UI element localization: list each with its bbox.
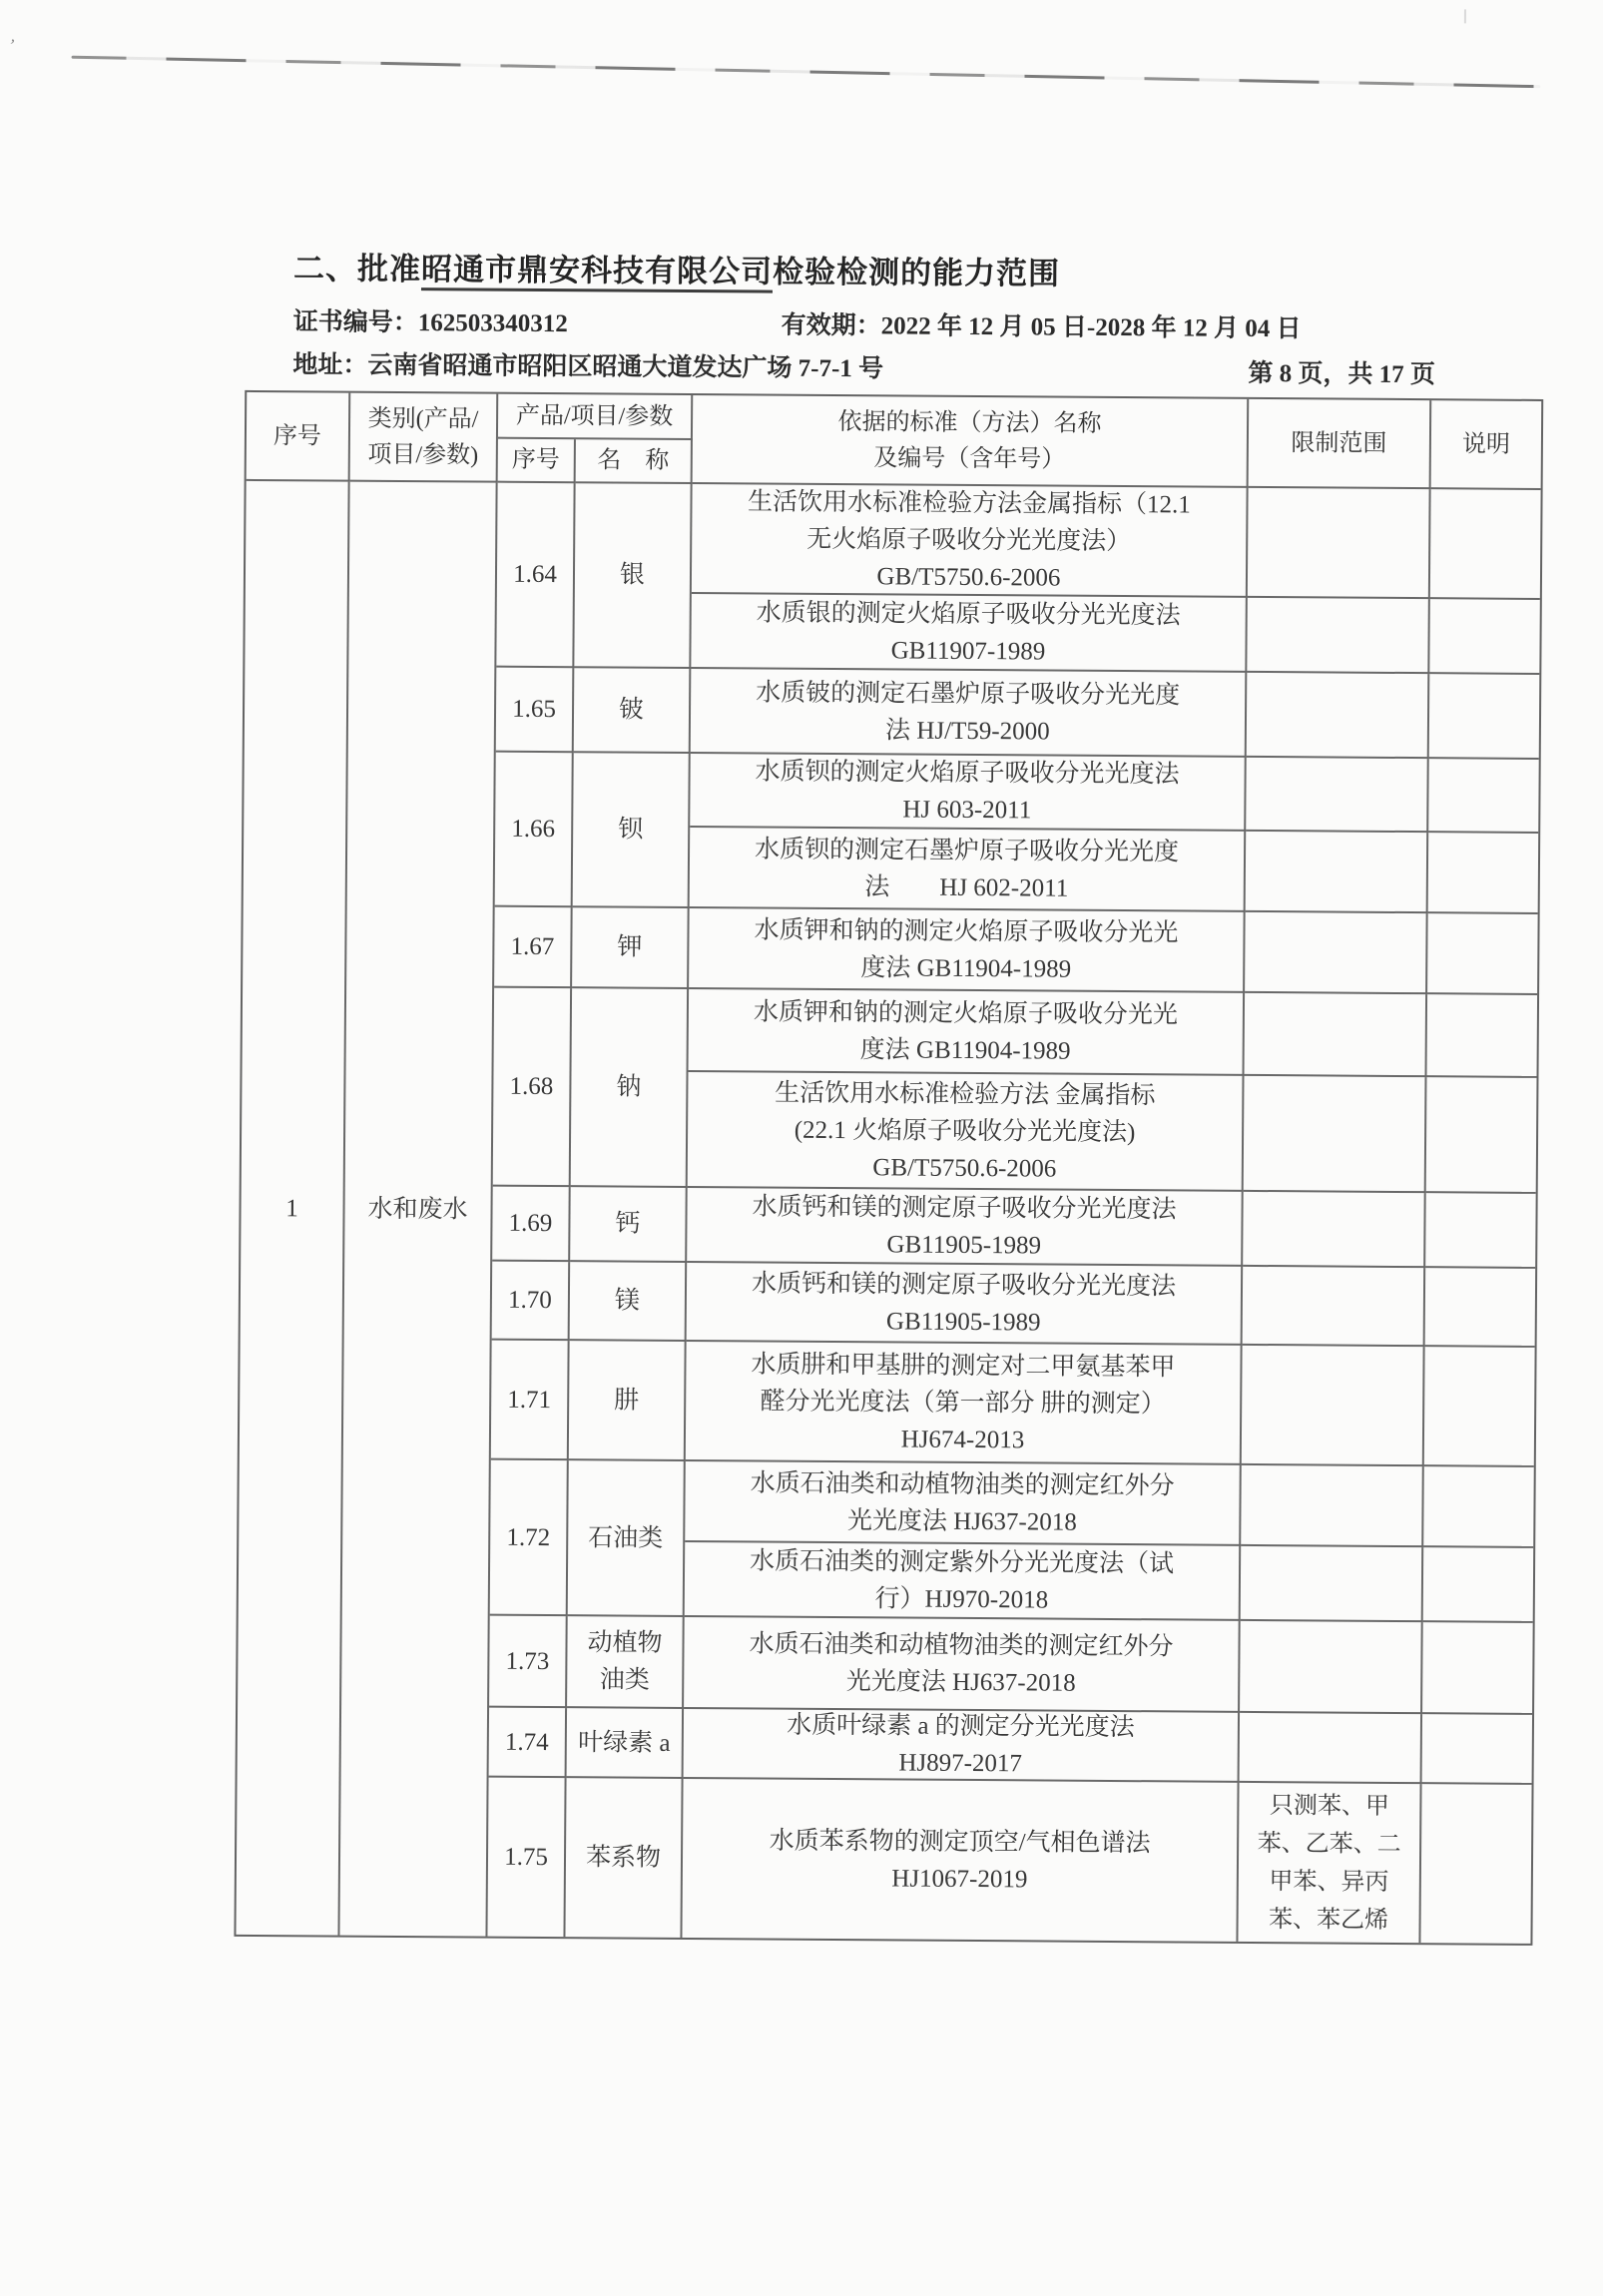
note-cell bbox=[1425, 1268, 1536, 1348]
limit-cell bbox=[1240, 1621, 1423, 1714]
note-cell bbox=[1426, 1077, 1537, 1194]
limit-cell bbox=[1244, 1076, 1427, 1193]
limit-cell bbox=[1248, 488, 1431, 599]
limit-cell bbox=[1245, 993, 1428, 1077]
limit-cell bbox=[1243, 1267, 1426, 1347]
limit-cell bbox=[1247, 598, 1430, 674]
param-name: 钾 bbox=[572, 907, 690, 989]
method-cell: 水质叶绿素 a 的测定分光光度法 HJ897-2017 bbox=[684, 1709, 1240, 1783]
body-category-cell: 水和废水 bbox=[339, 482, 497, 1937]
method-cell: 水质铍的测定石墨炉原子吸收分光光度 法 HJ/T59-2000 bbox=[691, 669, 1248, 758]
limit-cell bbox=[1247, 673, 1430, 759]
param-no: 1.72 bbox=[490, 1460, 569, 1617]
title-suffix: 检验检测的能力范围 bbox=[772, 254, 1061, 291]
note-cell bbox=[1425, 1193, 1536, 1269]
note-cell bbox=[1420, 1784, 1531, 1944]
header-product-group: 产品/项目/参数 bbox=[498, 394, 693, 440]
limit-cell bbox=[1245, 912, 1428, 994]
param-name: 银 bbox=[574, 483, 692, 669]
param-name: 镁 bbox=[570, 1262, 688, 1342]
param-no: 1.70 bbox=[492, 1262, 571, 1342]
param-no: 1.64 bbox=[496, 483, 575, 669]
header-category: 类别(产品/ 项目/参数) bbox=[350, 393, 499, 483]
param-name: 铍 bbox=[574, 668, 692, 754]
limit-cell bbox=[1242, 1346, 1425, 1466]
note-cell bbox=[1423, 1466, 1534, 1548]
method-cell: 水质钡的测定火焰原子吸收分光光度法 HJ 603-2011 bbox=[690, 754, 1247, 832]
limit-cell bbox=[1243, 1192, 1426, 1268]
param-no: 1.67 bbox=[494, 907, 573, 989]
note-cell bbox=[1422, 1622, 1533, 1715]
limit-cell: 只测苯、甲 苯、乙苯、二 甲苯、异丙 苯、苯乙烯 bbox=[1238, 1783, 1421, 1943]
page-indicator: 第 8 页，共 17 页 bbox=[1248, 359, 1436, 389]
method-cell: 水质石油类和动植物油类的测定红外分 光光度法 HJ637-2018 bbox=[685, 1461, 1242, 1546]
document-title bbox=[293, 243, 1060, 292]
scan-fold-artifact bbox=[72, 56, 1541, 89]
method-cell: 水质石油类和动植物油类的测定红外分 光光度法 HJ637-2018 bbox=[684, 1617, 1241, 1713]
method-cell: 水质钡的测定石墨炉原子吸收分光光度 法 HJ 602-2011 bbox=[690, 828, 1247, 912]
note-cell bbox=[1427, 913, 1538, 995]
company-name: 昭通市鼎安科技有限公司 bbox=[421, 252, 773, 292]
limit-cell bbox=[1240, 1713, 1422, 1784]
method-cell: 水质钙和镁的测定原子吸收分光光度法 GB11905-1989 bbox=[687, 1188, 1244, 1267]
title-prefix: 二、批准 bbox=[293, 251, 422, 287]
param-no: 1.73 bbox=[489, 1616, 568, 1709]
method-cell: 水质苯系物的测定顶空/气相色谱法 HJ1067-2019 bbox=[682, 1779, 1239, 1942]
certificate-number: 证书编号：162503340312 bbox=[292, 308, 568, 338]
param-no: 1.71 bbox=[491, 1341, 570, 1461]
header-limit: 限制范围 bbox=[1249, 399, 1432, 489]
param-name: 石油类 bbox=[568, 1460, 686, 1617]
method-cell: 水质钾和钠的测定火焰原子吸收分光光 度法 GB11904-1989 bbox=[689, 989, 1246, 1076]
method-cell: 水质肼和甲基肼的测定对二甲氨基苯甲 醛分光光度法（第一部分 肼的测定） HJ674-2013 bbox=[686, 1342, 1243, 1465]
scan-speck: ’ bbox=[6, 34, 17, 56]
param-no: 1.66 bbox=[495, 753, 574, 908]
note-cell bbox=[1430, 489, 1541, 600]
capability-table bbox=[234, 390, 1543, 1946]
header-product-seq: 序号 bbox=[498, 439, 576, 484]
note-cell bbox=[1428, 759, 1539, 834]
param-name: 钠 bbox=[571, 988, 689, 1188]
note-cell bbox=[1429, 674, 1540, 760]
header-note: 说明 bbox=[1431, 400, 1542, 490]
header-product-name: 名 称 bbox=[576, 439, 693, 484]
note-cell bbox=[1428, 833, 1539, 914]
param-name: 钙 bbox=[570, 1187, 688, 1263]
validity-period: 有效期：2022 年 12 月 05 日-2028 年 12 月 04 日 bbox=[781, 311, 1302, 343]
param-name: 钡 bbox=[573, 753, 691, 908]
method-cell: 水质石油类的测定紫外分光光度法（试 行）HJ970-2018 bbox=[685, 1542, 1242, 1621]
param-no: 1.68 bbox=[493, 988, 572, 1188]
limit-cell bbox=[1246, 832, 1429, 913]
param-name: 动植物 油类 bbox=[567, 1616, 685, 1709]
method-cell: 水质银的测定火焰原子吸收分光光度法 GB11907-1989 bbox=[691, 594, 1248, 673]
body-seq-cell: 1 bbox=[236, 481, 349, 1936]
note-cell bbox=[1426, 994, 1537, 1078]
param-no: 1.74 bbox=[489, 1708, 567, 1779]
method-cell: 生活饮用水标准检验方法 金属指标 (22.1 火焰原子吸收分光光度法) GB/T5750.6-2006 bbox=[688, 1072, 1245, 1192]
address-line: 地址：云南省昭通市昭阳区昭通大道发达广场 7-7-1 号 bbox=[292, 351, 884, 383]
param-no: 1.69 bbox=[492, 1187, 571, 1263]
header-standard: 依据的标准（方法）名称 及编号（含年号） bbox=[693, 395, 1250, 488]
param-no: 1.75 bbox=[487, 1778, 566, 1938]
header-seq: 序号 bbox=[247, 392, 351, 482]
limit-cell bbox=[1241, 1465, 1424, 1547]
method-cell: 水质钙和镁的测定原子吸收分光光度法 GB11905-1989 bbox=[687, 1263, 1244, 1346]
note-cell bbox=[1429, 599, 1540, 675]
note-cell bbox=[1422, 1714, 1532, 1785]
method-cell: 水质钾和钠的测定火焰原子吸收分光光 度法 GB11904-1989 bbox=[689, 908, 1246, 993]
limit-cell bbox=[1241, 1546, 1424, 1622]
note-cell bbox=[1423, 1547, 1534, 1623]
param-no: 1.65 bbox=[496, 668, 575, 754]
param-name: 叶绿素 a bbox=[567, 1708, 684, 1779]
note-cell bbox=[1424, 1347, 1535, 1467]
limit-cell bbox=[1246, 758, 1429, 833]
param-name: 肼 bbox=[569, 1341, 687, 1461]
scan-edge-artifact bbox=[1464, 9, 1466, 23]
param-name: 苯系物 bbox=[565, 1778, 683, 1938]
method-cell: 生活饮用水标准检验方法金属指标（12.1 无火焰原子吸收分光光度法） GB/T5750.6-2006 bbox=[692, 484, 1249, 598]
